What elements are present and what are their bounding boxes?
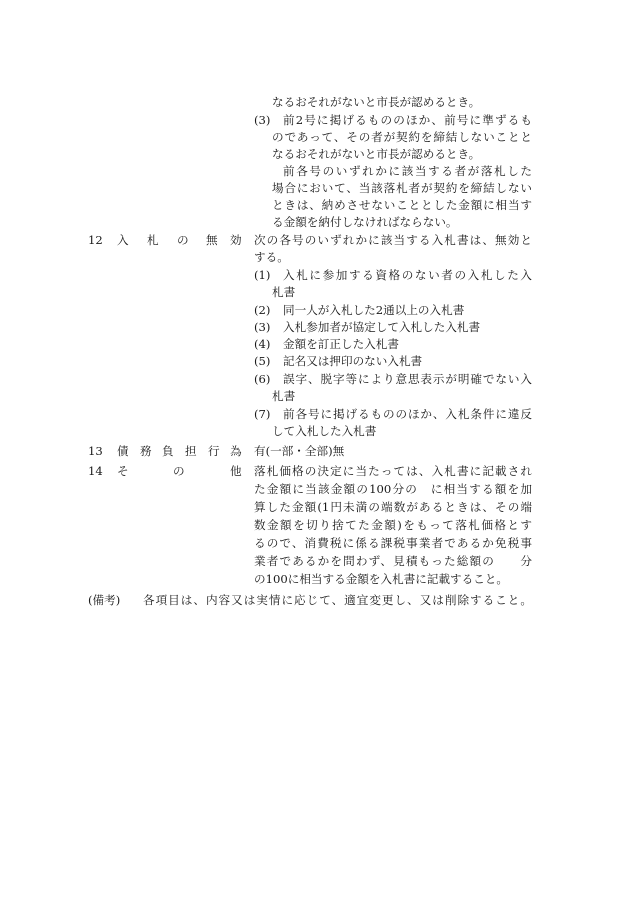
item-12-subitem-line: 入札に参加する資格のない者の入札した入 <box>283 268 532 282</box>
item-14-line: 業者であるかを問わず、見積もった総額の 分 <box>254 554 532 568</box>
item-13-number: 13 <box>88 444 103 458</box>
top-sub3-line-1: 前2号に掲げるもののほか、前号に準ずるも <box>283 113 532 127</box>
top-sub3-line-3: なるおそれがないと市長が認めるとき。 <box>272 147 481 161</box>
item-12-subitem-line: して入札した入札書 <box>272 424 377 438</box>
item-12-heading-char: 効 <box>230 233 242 247</box>
item-13-heading-char: 行 <box>208 444 220 458</box>
item-12-subitem-line: 札書 <box>272 389 296 403</box>
item-13-heading-char: 負 <box>162 444 174 458</box>
subitem-3-number: (3) <box>254 113 271 127</box>
item-13-heading-char: 務 <box>140 444 152 458</box>
item-14-heading-char: の <box>173 464 185 478</box>
item-14-number: 14 <box>88 464 103 478</box>
remarks-label: (備考) <box>88 593 121 607</box>
item-12-intro-line-1: 次の各号のいずれかに該当する入札書は、無効と <box>254 233 532 247</box>
item-14-heading-char: そ <box>117 464 129 478</box>
top-para-line-3: ときは、納めさせないこととした金額に相当す <box>272 198 532 212</box>
item-12-subitem-number: (5) <box>254 354 271 368</box>
item-12-subitem-line: 入札参加者が協定して入札した入札書 <box>283 320 481 334</box>
top-para-line-4: る金額を納付しなければならない。 <box>272 215 458 229</box>
item-12-subitem-number: (1) <box>254 268 271 282</box>
item-14-line: るので、消費税に係る課税事業者であるか免税事 <box>254 536 532 550</box>
item-12-subitem-number: (6) <box>254 372 271 386</box>
item-12-subitem-line: 同一人が入札した2通以上の入札書 <box>283 303 465 317</box>
item-12-subitem-number: (4) <box>254 337 271 351</box>
remarks-text: 各項目は、内容又は実情に応じて、適宜変更し、又は削除すること。 <box>143 593 532 607</box>
item-13-heading-char: 債 <box>117 444 129 458</box>
item-14-line: た金額に当該金額の100分の に相当する額を加 <box>254 482 532 496</box>
item-12-subitem-line: 前各号に掲げるもののほか、入札条件に違反 <box>283 407 532 421</box>
item-12-subitem-line: 金額を訂正した入札書 <box>283 337 399 351</box>
item-12-heading-char: の <box>177 233 189 247</box>
item-12-subitem-line: 札書 <box>272 285 296 299</box>
item-13-content: 有(一部・全部)無 <box>254 444 345 458</box>
item-12-intro-line-2: する。 <box>254 250 289 264</box>
item-12-subitem-line: 誤字、脱字等により意思表示が明確でない入 <box>283 372 532 386</box>
item-12-heading-char: 無 <box>206 233 218 247</box>
item-12-subitem-line: 記名又は押印のない入札書 <box>283 354 423 368</box>
item-14-line: 算した金額(1円未満の端数があるときは、その端 <box>254 500 532 514</box>
item-13-heading-char: 担 <box>185 444 197 458</box>
item-12-heading-char: 入 <box>117 233 129 247</box>
item-14-line: の100に相当する金額を入札書に記載すること。 <box>254 572 509 586</box>
top-para-line-1: 前各号のいずれかに該当する者が落札した <box>283 164 532 178</box>
item-12-subitem-number: (3) <box>254 320 271 334</box>
item-12-subitem-number: (2) <box>254 303 271 317</box>
top-sub3-line-2: のであって、その者が契約を締結しないことと <box>272 130 532 144</box>
item-13-heading-char: 為 <box>230 444 242 458</box>
item-14-heading-char: 他 <box>230 464 242 478</box>
item-12-subitem-number: (7) <box>254 407 271 421</box>
item-14-line: 落札価格の決定に当たっては、入札書に記載され <box>254 464 532 478</box>
top-continuation-line: なるおそれがないと市長が認めるとき。 <box>272 95 481 109</box>
top-para-line-2: 場合において、当該落札者が契約を締結しない <box>272 181 532 195</box>
item-12-number: 12 <box>88 233 103 247</box>
item-14-line: 数金額を切り捨てた金額)をもって落札価格とす <box>254 518 532 532</box>
item-12-heading-char: 札 <box>147 233 159 247</box>
